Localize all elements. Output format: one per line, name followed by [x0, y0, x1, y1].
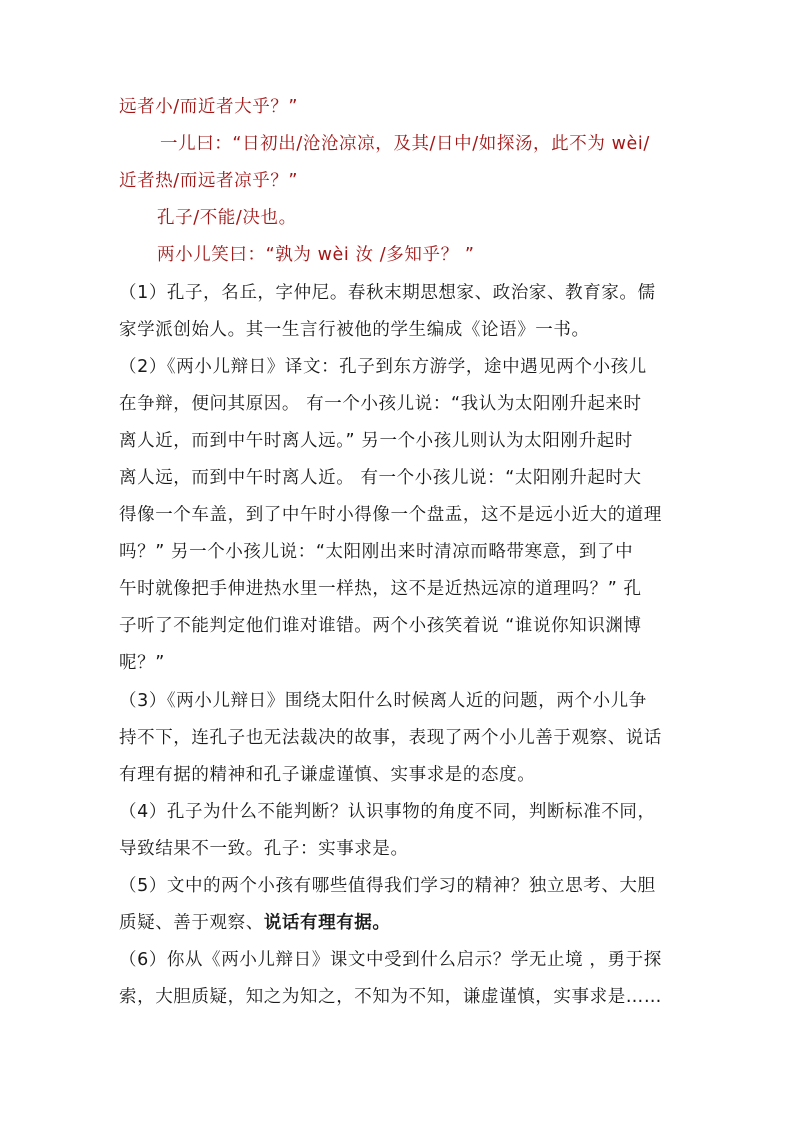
note-3-line-2: 持不下，连孔子也无法裁决的故事，表现了两个小儿善于观察、说话: [119, 728, 662, 748]
note-2-line-7: 午时就像把手伸进热水里一样热，这不是近热远凉的道理吗？” 孔: [119, 579, 642, 599]
poem-line-1: 远者小/而近者大乎？”: [119, 97, 299, 117]
note-4-line-1: （4）孔子为什么不能判断？认识事物的角度不同，判断标准不同，: [119, 802, 656, 822]
poem-line-2: 一儿曰：“日初出/沧沧凉凉，及其/日中/如探汤，此不为 wèi/: [160, 134, 650, 154]
note-4-line-2: 导致结果不一致。孔子：实事求是。: [119, 839, 409, 859]
note-1-line-1: （1）孔子，名丘，字仲尼。春秋末期思想家、政治家、教育家。儒: [119, 283, 656, 303]
note-5-plain-text: 质疑、善于观察、: [119, 913, 264, 933]
poem-line-5: 两小儿笑曰：“孰为 wèi 汝 /多知乎？ ”: [157, 245, 475, 265]
note-3-line-3: 有理有据的精神和孔子谦虚谨慎、实事求是的态度。: [119, 765, 536, 785]
note-3-line-1: （3）《两小儿辩日》围绕太阳什么时候离人近的问题，两个小儿争: [119, 691, 647, 711]
note-6-line-2: 索，大胆质疑，知之为知之，不知为不知，谦虚谨慎，实事求是……: [119, 987, 662, 1007]
note-2-line-2: 在争辩，便问其原因。 有一个小孩儿说：“我认为太阳刚升起来时: [119, 394, 642, 414]
poem-line-4: 孔子/不能/决也。: [157, 208, 297, 228]
note-5-line-1: （5）文中的两个小孩有哪些值得我们学习的精神？独立思考、大胆: [119, 876, 656, 896]
note-5-bold-text: 说话有理有据。: [263, 913, 391, 933]
note-2-line-3: 离人近，而到中午时离人远。” 另一个小孩儿则认为太阳刚升起时: [119, 431, 633, 451]
note-2-line-9: 呢？”: [119, 653, 165, 673]
note-2-line-6: 吗？” 另一个小孩儿说：“太阳刚出来时清凉而略带寒意，到了中: [119, 542, 634, 562]
poem-line-3: 近者热/而远者凉乎？”: [119, 171, 299, 191]
note-6-line-1: （6）你从《两小儿辩日》课文中受到什么启示？学无止境 ，勇于探: [119, 950, 662, 970]
note-2-line-1: （2）《两小儿辩日》译文：孔子到东方游学，途中遇见两个小孩儿: [119, 357, 647, 377]
note-5-line-2: [119, 910, 391, 936]
note-2-line-5: 得像一个车盖，到了中午时小得像一个盘盂，这不是远小近大的道理: [119, 505, 662, 525]
note-2-line-8: 子听了不能判定他们谁对谁错。两个小孩笑着说 “谁说你知识渊博: [119, 616, 642, 636]
note-2-line-4: 离人远，而到中午时离人近。 有一个小孩儿说：“太阳刚升起时大: [119, 468, 642, 488]
note-1-line-2: 家学派创始人。其一生言行被他的学生编成《论语》一书。: [119, 320, 590, 340]
